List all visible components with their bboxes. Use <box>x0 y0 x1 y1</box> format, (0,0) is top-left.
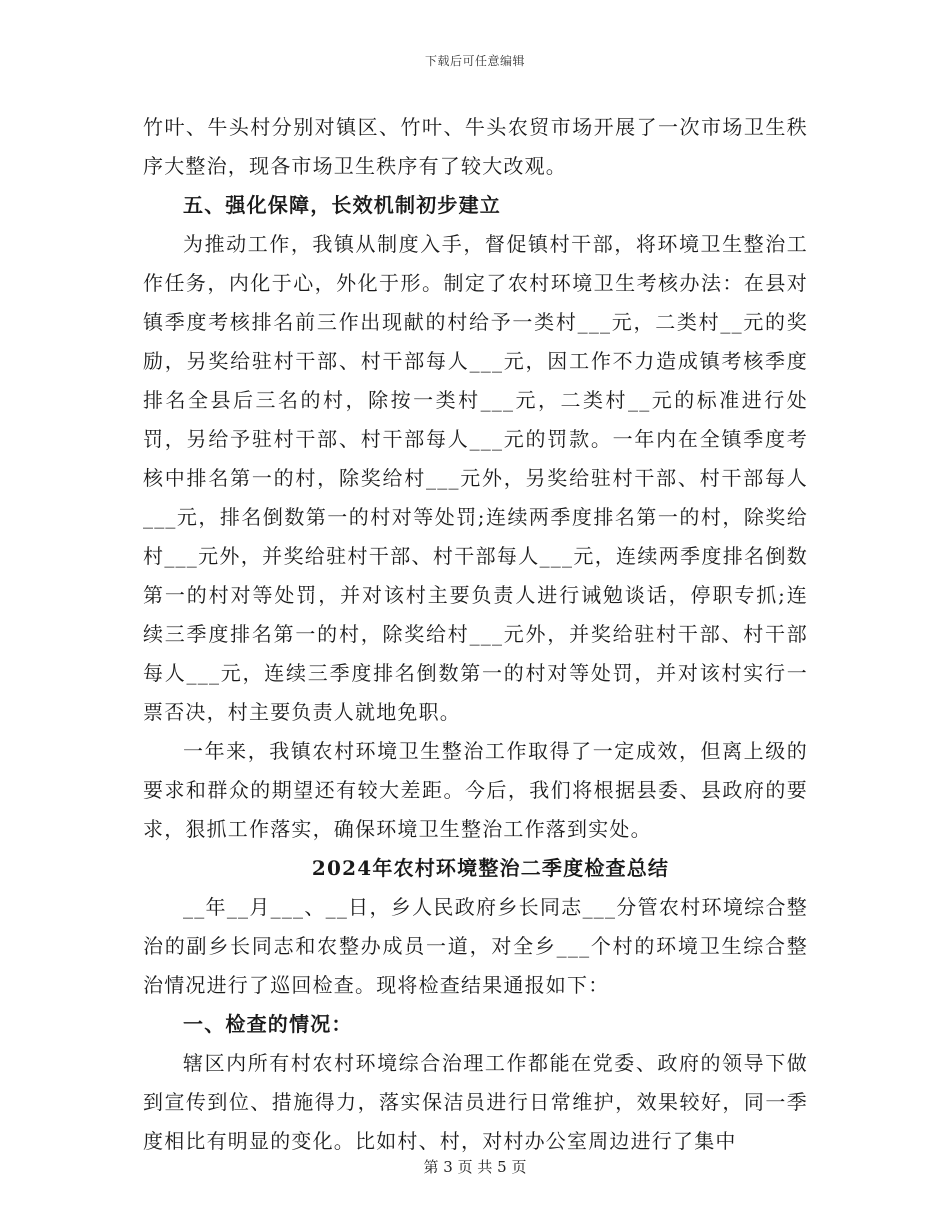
paragraph-year-summary: 一年来，我镇农村环境卫生整治工作取得了一定成效，但离上级的要求和群众的期望还有较大差距。今后，我们将根据县委、县政府的要求，狠抓工作落实，确保环境卫生整治工作落到实处。 <box>143 739 808 841</box>
document-title: 2024年农村环境整治二季度检查总结 <box>311 856 670 880</box>
page-footer: 第 3 页 共 5 页 <box>423 1158 527 1176</box>
document-body <box>143 108 808 1161</box>
page-header: 下载后可任意编辑 <box>424 54 525 68</box>
paragraph-inspection-intro: __年__月___、__日，乡人民政府乡长同志___分管农村环境综合整治的副乡长同志和农整办成员一道，对全乡___个村的环境卫生综合整治情况进行了巡回检查。现将检查结果通报如下： <box>143 895 808 997</box>
paragraph-inspection-status: 辖区内所有村农村环境综合治理工作都能在党委、政府的领导下做到宣传到位、措施得力，落实保洁员进行日常维护，效果较好，同一季度相比有明显的变化。比如村、村，对村办公室周边进行了集中 <box>143 1051 808 1153</box>
section-heading-five: 五、强化保障，长效机制初步建立 <box>183 193 501 217</box>
paragraph-market-cleanup: 竹叶、牛头村分别对镇区、竹叶、牛头农贸市场开展了一次市场卫生秩序大整治，现各市场卫生秩序有了较大改观。 <box>143 115 808 178</box>
section-heading-one: 一、检查的情况： <box>183 1012 353 1036</box>
paragraph-assessment-rules: 为推动工作，我镇从制度入手，督促镇村干部，将环境卫生整治工作任务，内化于心，外化于形。制定了农村环境卫生考核办法：在县对镇季度考核排名前三作出现献的村给予一类村___元，二类村__元的奖励，另奖给驻村干部、村干部每人___元，因工作不力造成镇考核季度排名全县后三名的村，除按一类村___元，二类村__元的标准进行处罚，另给予驻村干部、村干部每人___元的罚款。一年内在全镇季度考核中排名第一的村，除奖给村___元外，另奖给驻村干部、村干部每人___元，排名倒数第一的村对等处罚;连续两季度排名第一的村，除奖给村___元外，并奖给驻村干部、村干部每人___元，连续两季度排名倒数第一的村对等处罚，并对该村主要负责人进行诫勉谈话，停职专抓;连续三季度排名第一的村，除奖给村___元外，并奖给驻村干部、村干部每人___元，连续三季度排名倒数第一的村对等处罚，并对该村实行一票否决，村主要负责人就地免职。 <box>143 232 808 724</box>
